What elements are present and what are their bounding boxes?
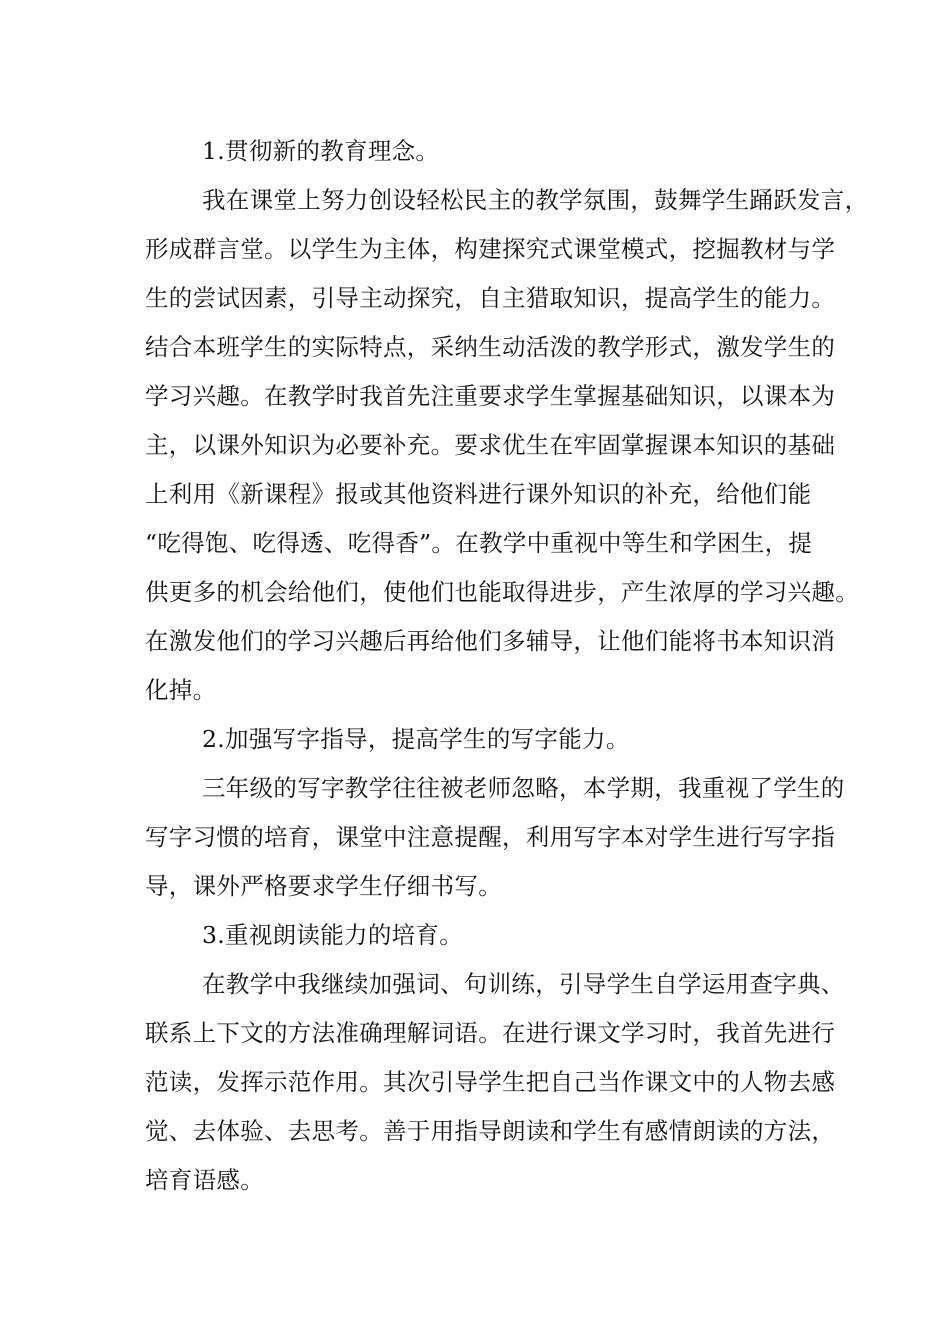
paragraph-line: 形成群言堂。以学生为主体，构建探究式课堂模式，挖掘教材与学 (145, 235, 836, 263)
section-heading-3: 3.重视朗读能力的培育。 (202, 921, 464, 949)
paragraph-line: 觉、去体验、去思考。善于用指导朗读和学生有感情朗读的方法， (145, 1117, 836, 1145)
paragraph-line: 在教学中我继续加强词、句训练，引导学生自学运用查字典、 (202, 970, 845, 998)
section-heading-1: 1.贯彻新的教育理念。 (202, 137, 440, 165)
paragraph-line: 化掉。 (145, 676, 217, 704)
document-body (145, 127, 869, 1205)
paragraph-line: 三年级的写字教学往往被老师忽略，本学期，我重视了学生的 (202, 774, 845, 802)
paragraph-line: 我在课堂上努力创设轻松民主的教学氛围，鼓舞学生踊跃发言， (202, 186, 869, 214)
paragraph-line: 写字习惯的培育，课堂中注意提醒，利用写字本对学生进行写字指 (145, 823, 836, 851)
paragraph-line: 培育语感。 (145, 1166, 264, 1194)
paragraph-line: 供更多的机会给他们，使他们也能取得进步，产生浓厚的学习兴趣。 (145, 578, 859, 606)
paragraph-line: “吃得饱、吃得透、吃得香”。在教学中重视中等生和学困生，提 (145, 529, 813, 557)
paragraph-line: 导，课外严格要求学生仔细书写。 (145, 872, 502, 900)
paragraph-line: 结合本班学生的实际特点，采纳生动活泼的教学形式，激发学生的 (145, 333, 836, 361)
paragraph-line: 主，以课外知识为必要补充。要求优生在牢固掌握课本知识的基础 (145, 431, 836, 459)
paragraph-line: 学习兴趣。在教学时我首先注重要求学生掌握基础知识，以课本为 (145, 382, 836, 410)
section-heading-2: 2.加强写字指导，提高学生的写字能力。 (202, 725, 630, 753)
paragraph-line: 联系上下文的方法准确理解词语。在进行课文学习时，我首先进行 (145, 1019, 836, 1047)
paragraph-line: 范读，发挥示范作用。其次引导学生把自己当作课文中的人物去感 (145, 1068, 836, 1096)
paragraph-line: 在激发他们的学习兴趣后再给他们多辅导，让他们能将书本知识消 (145, 627, 836, 655)
paragraph-line: 上利用《新课程》报或其他资料进行课外知识的补充，给他们能 (145, 480, 812, 508)
paragraph-line: 生的尝试因素，引导主动探究，自主猎取知识，提高学生的能力。 (145, 284, 836, 312)
